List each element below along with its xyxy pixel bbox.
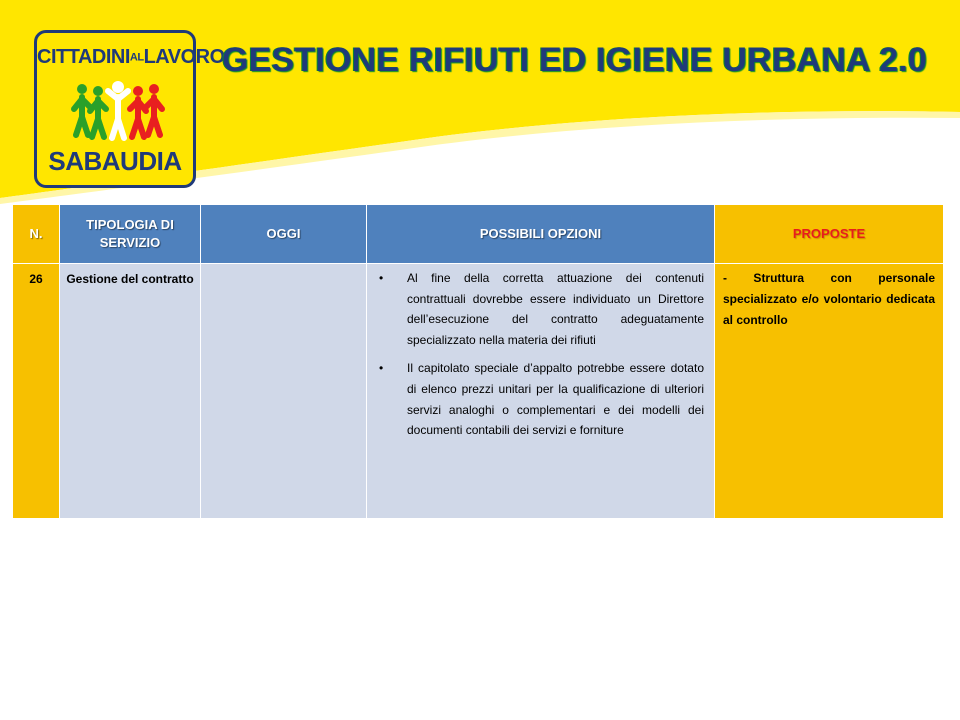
header-proposte: PROPOSTE bbox=[715, 205, 944, 264]
logo-top-text: CITTADINIALLAVORO bbox=[37, 46, 225, 68]
header-opzioni: POSSIBILI OPZIONI bbox=[367, 205, 715, 264]
page-title: GESTIONE RIFIUTI ED IGIENE URBANA 2.0 bbox=[222, 41, 928, 79]
services-table bbox=[12, 204, 944, 519]
cell-oggi bbox=[201, 264, 367, 519]
cell-tipologia: Gestione del contratto bbox=[60, 264, 201, 519]
list-item bbox=[377, 358, 704, 440]
opzione-text: Al fine della corretta attuazione dei contenuti contrattuali dovrebbe essere individuato un Direttore dell’esecuzione del contratto adeguatamente specializzato nella materia dei rifiuti bbox=[407, 271, 704, 347]
header-tipologia: TIPOLOGIA DI SERVIZIO bbox=[60, 205, 201, 264]
cell-num: 26 bbox=[13, 264, 60, 519]
logo-bottom-text: SABAUDIA bbox=[48, 146, 182, 176]
bullet-icon: • bbox=[379, 271, 384, 285]
table-row bbox=[13, 264, 944, 519]
header-num: N. bbox=[13, 205, 60, 264]
cell-opzioni bbox=[367, 264, 715, 519]
cell-proposte: - Struttura con personale specializzato e/o volontario dedicata al controllo bbox=[715, 264, 944, 519]
opzione-text: Il capitolato speciale d’appalto potrebbe essere dotato di elenco prezzi unitari per la qualificazione di ulteriori servizi analoghi o complementari e dei modelli dei documenti contabili dei servizi e forniture bbox=[407, 361, 704, 438]
opzioni-list bbox=[377, 268, 704, 441]
bullet-icon: • bbox=[379, 361, 384, 376]
list-item bbox=[377, 268, 704, 350]
table-header-row bbox=[13, 205, 944, 264]
cittadini-al-lavoro-logo bbox=[34, 30, 225, 188]
header-oggi: OGGI bbox=[201, 205, 367, 264]
people-figures-icon bbox=[72, 81, 164, 141]
